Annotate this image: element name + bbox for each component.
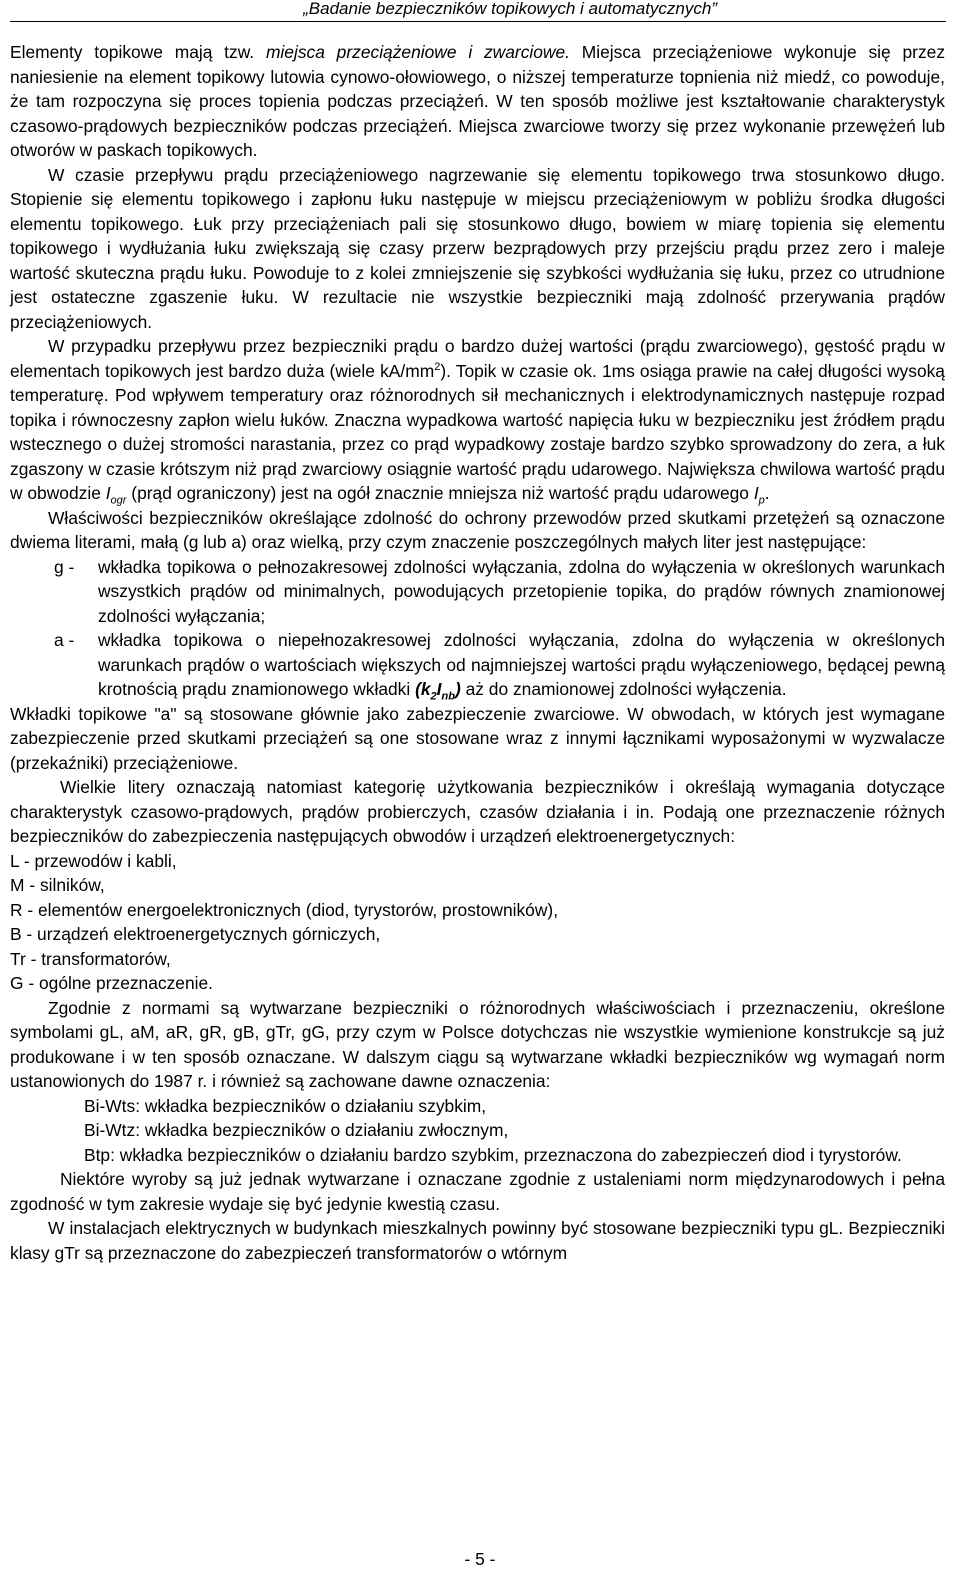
category-item: B - urządzeń elektroenergetycznych górniczych, (10, 924, 381, 944)
paragraph-2: W czasie przepływu prądu przeciążeniowego nagrzewanie się elementu topikowego trwa stosunkowo długo. Stopienie się elementu topikowego i zapłonu łuku następuje w miejscu przeciążeniowym w pobliżu środka długości elementu topikowego. Łuk przy przeciążeniach pali się stosunkowo długo, bowiem w miarę topienia się elementu topikowego i wydłużania łuku zwiększają się czasy przerw bezprądowych przy przejściu prądu przez zero i maleje wartość skuteczna prądu łuku. Powoduje to z kolei zmniejszenie się szybkości wydłużania się łuku, przez co utrudnione jest ostateczne zgaszenie łuku. W rezultacie nie wszystkie bezpieczniki mają zdolność przerywania prądów przeciążeniowych. (10, 164, 945, 332)
header-rule (10, 21, 946, 22)
list-item-a (10, 628, 945, 702)
paragraph-7: Zgodnie z normami są wytwarzane bezpieczniki o różnorodnych właściwościach i przeznaczeniu, określone symbolami gL, aM, aR, gR, gB, gTr, gG, przy czym w Polsce dotychczas nie wszystkie wymienione konstrukcje są już produkowane i w ten sposób oznaczane. W dalszym ciągu są wytwarzane wkładki bezpieczników wg wymagań norm ustanowionych do 1987 r. i również są zachowane dawne oznaczenia: (10, 997, 945, 1091)
paragraph-3: W przypadku przepływu przez bezpieczniki prądu o bardzo dużej wartości (prądu zwarciowego), gęstość prądu w elementach topikowych jest bardzo duża (wiele $kA/mm^2$). Topik w czasie ok. 1ms osiąga prawie na całej długości wysoką temperaturę. Pod wpływem temperatury oraz różnorodnych sił mechanicznych i elektrodynamicznych następuje rozpad topika i równoczesny zapłon wielu łuków. Znaczna wypadkowa wartość napięcia łuku w bezpieczniku jest źródłem prądu wstecznego o dużej stromości narastania, przez co prąd wypadkowy zostaje bardzo szybko sprowadzony do zera, a łuk zgaszony w czasie krótszym niż prąd zwarciowy osiągnie wartość prądu udarowego. Największa chwilowa wartość prądu w obwodzie $I_{ogr}$ (prąd ograniczony) jest na ogół znacznie mniejsza niż wartość prądu udarowego $I_p$. (10, 336, 945, 507)
paragraph-4: Właściwości bezpieczników określające zdolność do ochrony przewodów przed skutkami przetężeń są oznaczone dwiema literami, małą (g lub a) oraz wielką, przy czym znaczenie poszczególnych małych liter jest następujące: (10, 507, 945, 552)
paragraph-6: Wielkie litery oznaczają natomiast kategorię użytkowania bezpieczników i określają wymagania dotyczące charakterystyk czasowo-prądowych, prądów probierczych, czasów działania i in. Podają one przeznaczenie różnych bezpieczników do zabezpieczenia następujących obwodów i urządzeń elektroenergetycznych: (10, 777, 945, 846)
legacy-item: Btp: wkładka bezpieczników o działaniu bardzo szybkim, przeznaczona do zabezpieczeń diod i tyrystorów. (84, 1144, 902, 1165)
category-item: L - przewodów i kabli, (10, 850, 177, 871)
category-item: M - silników, (10, 875, 105, 895)
list-item-g (10, 555, 945, 629)
category-item: R - elementów energoelektronicznych (diod, tyrystorów, prostowników), (10, 899, 559, 920)
legacy-item: Bi-Wts: wkładka bezpieczników o działaniu szybkim, (84, 1095, 487, 1116)
document-body (10, 40, 945, 1265)
list-marker: g - (54, 556, 75, 577)
page-number: - 5 - (464, 1549, 496, 1569)
list-marker: a - (54, 630, 75, 650)
list-item-text: wkładka topikowa o pełnozakresowej zdolności wyłączania, zdolna do wyłączenia w określonych warunkach wszystkich prądów od minimalnych, powodujących przetopienie topika, do prądów równych znamionowej zdolności wyłączania; (98, 556, 945, 626)
paragraph-5: Wkładki topikowe "a" są stosowane głównie jako zabezpieczenie zwarciowe. W obwodach, w których jest wymagane zabezpieczenie przed skutkami przeciążeń są one stosowane wraz z innymi łącznikami wyposażonymi w wyzwalacze (przekaźniki) przeciążeniowe. (10, 703, 945, 773)
header-title: „Badanie bezpieczników topikowych i automatycznych” (303, 0, 717, 18)
category-item: Tr - transformatorów, (10, 948, 171, 969)
paragraph-9: W instalacjach elektrycznych w budynkach mieszkalnych powinny być stosowane bezpieczniki typu gL. Bezpieczniki klasy gTr są przeznaczone do zabezpieczeń transformatorów o wtórnym (10, 1218, 945, 1263)
paragraph-1: Elementy topikowe mają tzw. miejsca przeciążeniowe i zwarciowe. Miejsca przeciążeniowe wykonuje się przez naniesienie na element topikowy lutowia cynowo-ołowiowego, o niższej temperaturze topnienia niż miedź, co powoduje, że tam rozpoczyna się proces topienia podczas przeciążeń. W ten sposób możliwe jest kształtowanie charakterystyk czasowo-prądowych bezpieczników podczas przeciążeń. Miejsca zwarciowe tworzy się przez wykonanie przewężeń lub otworów w paskach topikowych. (10, 42, 946, 160)
emphasis-text: miejsca przeciążeniowe i zwarciowe. (265, 42, 570, 62)
legacy-item: Bi-Wtz: wkładka bezpieczników o działaniu zwłocznym, (84, 1120, 509, 1140)
paragraph-8: Niektóre wyroby są już jednak wytwarzane i oznaczane zgodnie z ustaleniami norm międzynarodowych i pełna zgodność w tym zakresie wydaje się być jedynie kwestią czasu. (10, 1169, 945, 1214)
category-item: G - ogólne przeznaczenie. (10, 973, 214, 993)
list-item-text: wkładka topikowa o niepełnozakresowej zdolności wyłączania, zdolna do wyłączenia w określonych warunkach prądów o wartościach większych od najmniejszej wartości prądu wyłączeniowego, będącej pewną krotnością prądu znamionowego wkładki $(k_2I_{nb})$ aż do znamionowej zdolności wyłączenia. (98, 630, 945, 703)
page-header (0, 0, 960, 24)
